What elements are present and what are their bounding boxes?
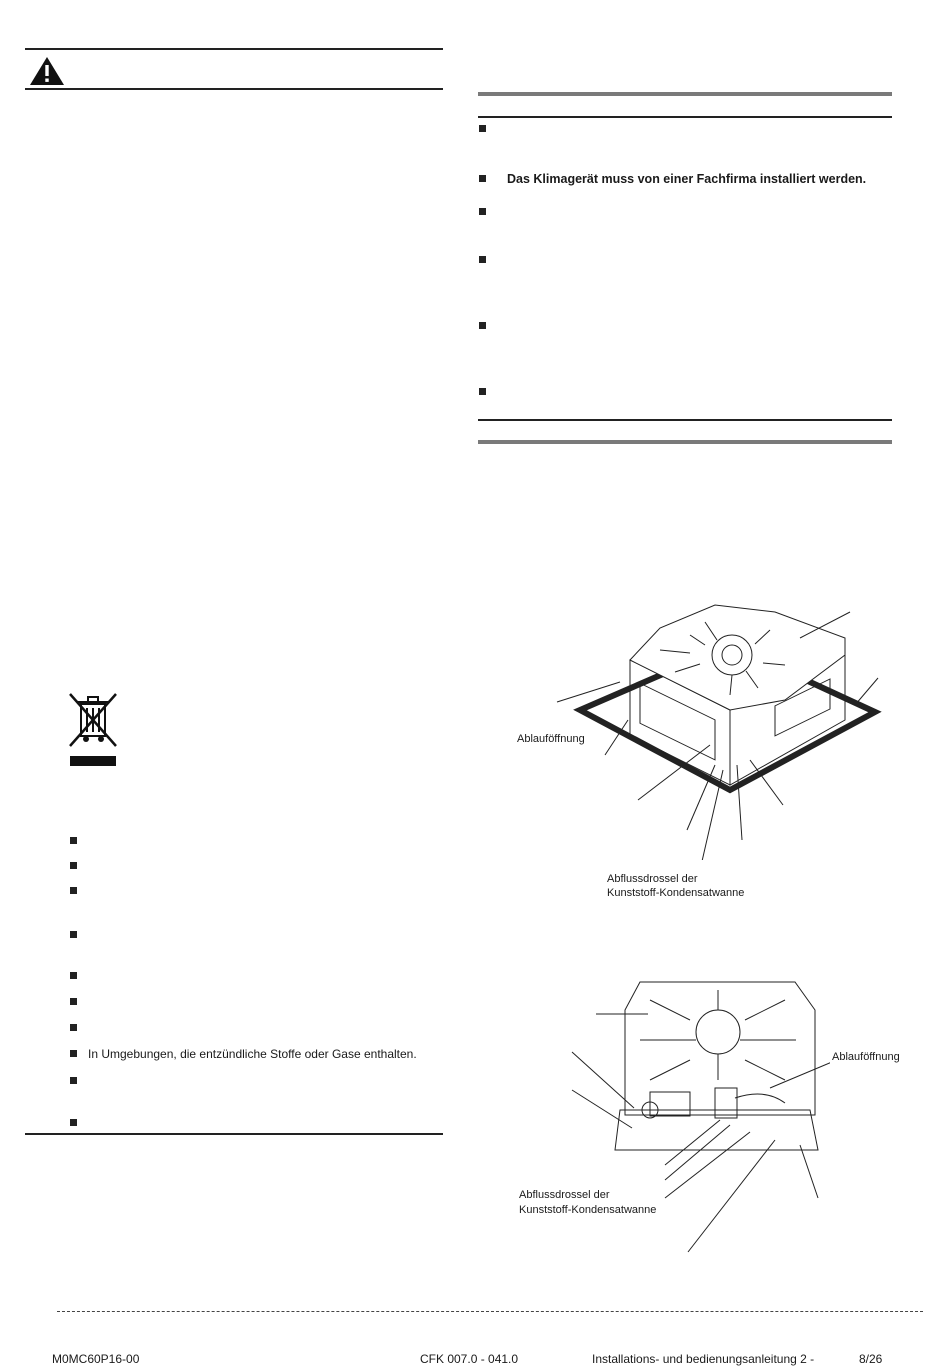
list-bullet bbox=[70, 998, 77, 1005]
section-rule bbox=[478, 116, 892, 118]
list-bullet bbox=[70, 931, 77, 938]
list-bullet bbox=[479, 322, 486, 329]
list-bullet bbox=[70, 887, 77, 894]
figure1-choke-label-line1: Abflussdrossel der bbox=[607, 873, 698, 885]
crossed-out-bin-icon bbox=[66, 690, 120, 770]
left-section-end-rule bbox=[25, 1133, 443, 1135]
section-header-bar bbox=[478, 92, 892, 96]
list-bullet bbox=[70, 972, 77, 979]
figure2-choke-label-line1: Abflussdrossel der bbox=[519, 1189, 610, 1201]
figure1-drain-label: Ablauföffnung bbox=[517, 733, 585, 745]
list-bullet bbox=[70, 837, 77, 844]
left-bullet-text: In Umgebungen, die entzündliche Stoffe oder Gase enthalten. bbox=[88, 1047, 417, 1061]
right-bullet-text: Das Klimagerät muss von einer Fachfirma installiert werden. bbox=[507, 172, 867, 186]
footer-doc-code: M0MC60P16-00 bbox=[52, 1352, 140, 1366]
footer-model-range: CFK 007.0 - 041.0 bbox=[420, 1352, 519, 1366]
list-bullet bbox=[479, 388, 486, 395]
list-bullet bbox=[70, 1077, 77, 1084]
section-header-bar bbox=[478, 440, 892, 444]
list-bullet bbox=[479, 208, 486, 215]
warning-top-rule bbox=[25, 48, 443, 50]
figure2-drain-label: Ablauföffnung bbox=[832, 1051, 900, 1063]
list-bullet bbox=[70, 1119, 77, 1126]
list-bullet bbox=[479, 175, 486, 182]
figure1-choke-label-line2: Kunststoff-Kondensatwanne bbox=[607, 887, 745, 899]
figure2-choke-label-line2: Kunststoff-Kondensatwanne bbox=[519, 1204, 657, 1216]
list-bullet bbox=[479, 256, 486, 263]
list-bullet bbox=[70, 1050, 77, 1057]
cassette-unit-figure-top bbox=[500, 600, 900, 860]
cassette-unit-figure-bottom bbox=[560, 970, 830, 1260]
list-bullet bbox=[70, 862, 77, 869]
list-bullet bbox=[70, 1024, 77, 1031]
list-bullet bbox=[479, 125, 486, 132]
section-rule bbox=[478, 419, 892, 421]
footer-manual-title: Installations- und bedienungsanleitung 2 - bbox=[592, 1352, 815, 1366]
footer-dashed-rule bbox=[57, 1311, 923, 1312]
warning-triangle-icon bbox=[28, 55, 66, 87]
footer-page-number: 8/26 bbox=[859, 1352, 883, 1366]
warning-bottom-rule bbox=[25, 88, 443, 90]
